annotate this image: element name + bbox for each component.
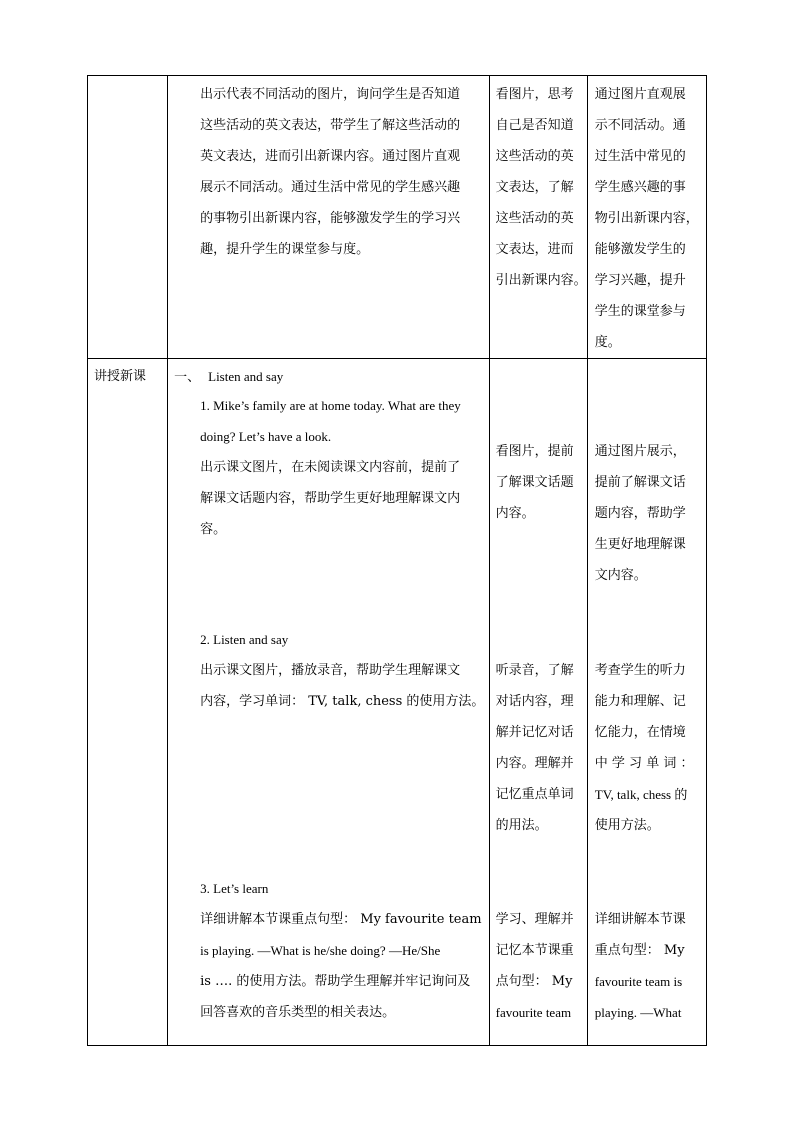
text-line: 文表达，了解 xyxy=(495,180,574,195)
text-line: 解并记忆对话 xyxy=(495,725,574,740)
text-line: 重点句型： My xyxy=(594,943,685,958)
lesson-plan-table xyxy=(87,75,707,1046)
heading-text: Listen and say xyxy=(208,369,284,384)
text-line: 文内容。 xyxy=(594,568,647,583)
text-line: 出示课文图片，播放录音，帮助学生理解课文 xyxy=(200,663,461,678)
text-line: is playing. —What is he/she doing? —He/She xyxy=(200,943,441,958)
step2-title: 2. Listen and say xyxy=(200,632,289,647)
text-line: 出示代表不同活动的图片，询问学生是否知道 xyxy=(200,87,461,102)
table-row-intro xyxy=(88,76,707,359)
teacher-activity-cell xyxy=(168,76,490,359)
student-activity-cell xyxy=(489,359,587,1046)
text-line: 内容。 xyxy=(495,506,535,521)
text-line: is …. 的使用方法。帮助学生理解并牢记询问及 xyxy=(200,974,471,989)
text-line: 生更好地理解课 xyxy=(594,537,686,552)
text-line: TV, talk, chess 的 xyxy=(594,787,688,802)
text-line: 内容，学习单词： TV, talk, chess 的使用方法。 xyxy=(200,694,485,709)
text-line: 出示课文图片，在未阅读课文内容前，提前了 xyxy=(200,460,461,475)
text-line: 题内容，帮助学 xyxy=(594,506,686,521)
text-line: 考查学生的听力 xyxy=(594,663,686,678)
text-line: 通过图片直观展 xyxy=(594,87,686,102)
text-line: 看图片，思考 xyxy=(495,87,574,102)
stage-cell xyxy=(88,359,168,1046)
stage-cell-empty xyxy=(88,76,168,359)
text-line: 对话内容，理 xyxy=(495,694,574,709)
text-line: 这些活动的英文表达，带学生了解这些活动的 xyxy=(200,118,461,133)
text-line: 学习、理解并 xyxy=(495,912,574,927)
text-line: 学生的课堂参与 xyxy=(594,304,686,319)
student-activity-cell xyxy=(489,76,587,359)
text-line: 内容。理解并 xyxy=(495,756,574,771)
text-line: 提前了解课文话 xyxy=(594,475,686,490)
step3-title: 3. Let’s learn xyxy=(200,881,269,896)
text-line: 详细讲解本节课重点句型： My favourite team xyxy=(200,912,482,927)
text-line: 过生活中常见的 xyxy=(594,149,686,164)
text-line: 英文表达，进而引出新课内容。通过图片直观 xyxy=(200,149,461,164)
text-line: 点句型： My xyxy=(495,974,573,989)
text-line: 文表达，进而 xyxy=(495,242,574,257)
teacher-activity-cell xyxy=(168,359,490,1046)
text-line: 自己是否知道 xyxy=(495,118,574,133)
text-line: 能够激发学生的 xyxy=(594,242,686,257)
text-line: 解课文话题内容，帮助学生更好地理解课文内 xyxy=(200,491,461,506)
heading-number: 一、 xyxy=(174,369,201,384)
text-line: favourite team is xyxy=(594,974,683,989)
text-line: 回答喜欢的音乐类型的相关表达。 xyxy=(200,1005,396,1020)
text-line: 忆能力，在情境 xyxy=(594,725,686,740)
text-line: 的用法。 xyxy=(495,818,548,833)
text-line: 这些活动的英 xyxy=(495,211,574,226)
text-line: 物引出新课内容， xyxy=(594,211,699,226)
text-line: 听录音，了解 xyxy=(495,663,574,678)
design-purpose-cell xyxy=(587,76,706,359)
text-line: 能力和理解、记 xyxy=(594,694,686,709)
text-line: 度。 xyxy=(594,335,621,350)
text-line: 容。 xyxy=(200,522,227,537)
text-line: playing. —What xyxy=(594,1005,682,1020)
text-line: 记忆本节课重 xyxy=(495,943,574,958)
text-line: 引出新课内容。 xyxy=(495,273,587,288)
design-purpose-cell xyxy=(587,359,706,1046)
text-line: 趣，提升学生的课堂参与度。 xyxy=(200,242,370,257)
text-line: favourite team xyxy=(495,1005,572,1020)
text-line: 展示不同活动。通过生活中常见的学生感兴趣 xyxy=(200,180,461,195)
text-line: 通过图片展示， xyxy=(594,444,686,459)
section-label: 讲授新课 xyxy=(94,369,147,384)
text-line: 记忆重点单词 xyxy=(495,787,574,802)
text-line: 这些活动的英 xyxy=(495,149,574,164)
text-line: 中 学 习 单 词 ： xyxy=(594,756,694,771)
text-line: 示不同活动。通 xyxy=(594,118,686,133)
table-row-new-lesson xyxy=(88,359,707,1046)
text-line: 学习兴趣，提升 xyxy=(594,273,686,288)
text-line: 的事物引出新课内容，能够激发学生的学习兴 xyxy=(200,211,461,226)
step1-title-line: doing? Let’s have a look. xyxy=(200,429,332,444)
text-line: 学生感兴趣的事 xyxy=(594,180,686,195)
text-line: 详细讲解本节课 xyxy=(594,912,686,927)
text-line: 看图片，提前 xyxy=(495,444,574,459)
text-line: 了解课文话题 xyxy=(495,475,574,490)
text-line: 使用方法。 xyxy=(594,818,660,833)
step1-title-line: 1. Mike’s family are at home today. What are they xyxy=(200,398,461,413)
